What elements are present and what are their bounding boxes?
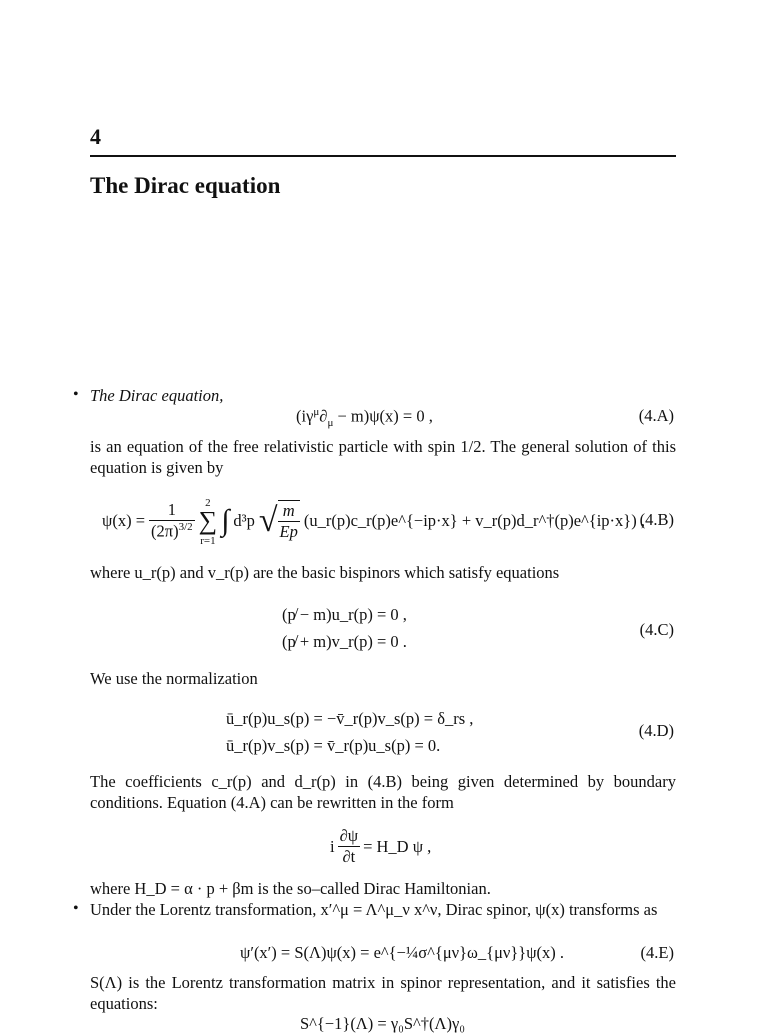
bullet-1: •: [73, 386, 79, 403]
para-general-solution: is an equation of the free relativistic particle with spin 1/2. The general solution of this equation is given by: [90, 437, 676, 477]
para-dirac-lead: [90, 385, 676, 406]
integral-symbol: ∫: [221, 504, 230, 537]
equation-4C-line2: (p̸ + m)v_r(p) = 0 .: [282, 632, 407, 651]
para-lorentz: Under the Lorentz transformation, x′^μ = Λ^μ_ν x^ν, Dirac spinor, ψ(x) transforms as: [90, 900, 658, 919]
para-lorentz-matrix: S(Λ) is the Lorentz transformation matrix in spinor representation, and it satisfies the equations:: [90, 973, 676, 1013]
equation-hamiltonian: i $\frac{\partial\psi}{\partial t}$ = H_D ψ ,: [330, 826, 432, 866]
sqrt-factor: √ $\frac{m}{Ep}$: [258, 501, 298, 541]
fraction-normalization: $\frac{1}{(2\pi)^{3/2}}$: [151, 500, 193, 541]
chapter-title: The Dirac equation: [90, 173, 281, 198]
equation-number-4B: (4.B): [639, 510, 674, 529]
equation-4B: ψ(x) = $\frac{1}{(2\pi)^{3/2}}$ 2 ∑ r=1 ∫ d³p √ $\frac{m}{Ep}$ (u_r(p)c_r(p)e^{−ip·x} + v_r(p)d_r^†(p)e^{ip·x}) ,: [102, 497, 645, 547]
sum-symbol: 2 ∑ r=1: [198, 497, 218, 547]
equation-number-4A: (4.A): [638, 406, 674, 425]
chapter-number: 4: [90, 124, 101, 149]
bullet-2: •: [73, 900, 79, 917]
equation-4D-line1: ū_r(p)u_s(p) = −v̄_r(p)v_s(p) = δ_rs ,: [226, 709, 474, 728]
equation-number-4D: (4.D): [638, 721, 674, 740]
equation-spinor-inverse: S^{−1}(Λ) = γ₀S^†(Λ)γ₀: [300, 1014, 466, 1033]
equation-4D-line2: ū_r(p)v_s(p) = v̄_r(p)u_s(p) = 0.: [226, 736, 441, 755]
equation-4A: $(i\gamma^\mu\partial_\mu - m)\psi(x) = 0$ ,: [296, 406, 433, 429]
dirac-equation-emph: The Dirac equation,: [90, 386, 224, 405]
equation-4C-line1: (p̸ − m)u_r(p) = 0 ,: [282, 605, 407, 624]
para-bispinors: where u_r(p) and v_r(p) are the basic bispinors which satisfy equations: [90, 563, 560, 582]
para-coefficients: The coefficients c_r(p) and d_r(p) in (4.B) being given determined by boundary conditions. Equation (4.A) can be rewritten in the form: [90, 772, 676, 812]
para-normalization: We use the normalization: [90, 669, 258, 688]
equation-number-4C: (4.C): [639, 620, 674, 639]
equation-4E: ψ′(x′) = S(Λ)ψ(x) = e^{−¼σ^{μν}ω_{μν}}ψ(x) .: [240, 943, 565, 962]
para-dirac-hamiltonian: where H_D = α · p + βm is the so–called Dirac Hamiltonian.: [90, 879, 491, 898]
chapter-rule: [90, 155, 676, 157]
equation-number-4E: (4.E): [640, 943, 674, 962]
